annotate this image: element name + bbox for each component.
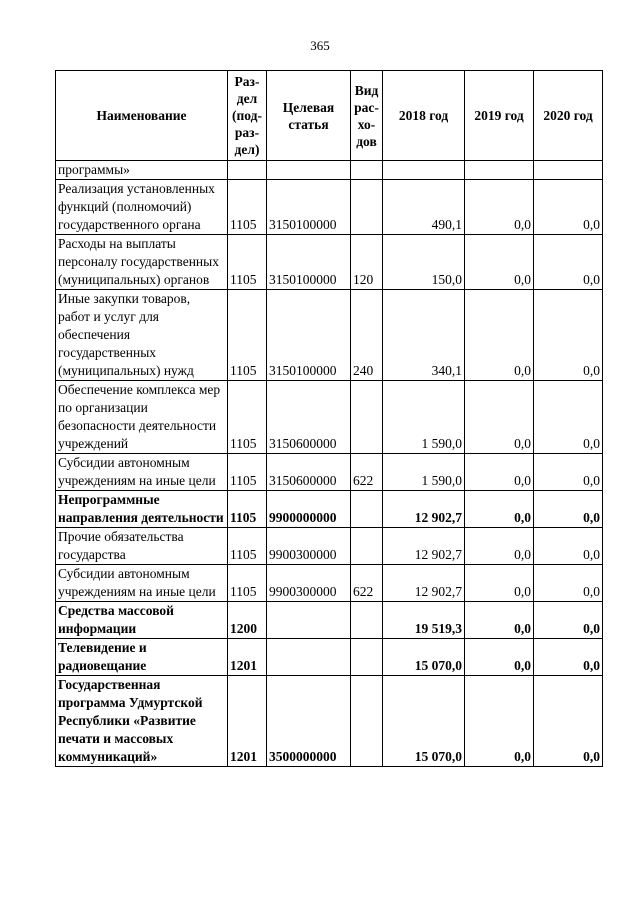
cell-celevaya: 9900300000 — [267, 565, 351, 602]
table-row — [56, 381, 603, 454]
cell-razdel: 1105 — [228, 528, 267, 565]
cell-y2018: 340,1 — [383, 290, 465, 381]
cell-vid — [351, 491, 383, 528]
cell-celevaya — [267, 639, 351, 676]
cell-y2019: 0,0 — [465, 180, 534, 235]
cell-y2019: 0,0 — [465, 639, 534, 676]
cell-vid: 240 — [351, 290, 383, 381]
cell-name: Прочие обязательства государства — [56, 528, 228, 565]
cell-razdel: 1105 — [228, 454, 267, 491]
cell-y2018: 15 070,0 — [383, 639, 465, 676]
cell-y2018: 490,1 — [383, 180, 465, 235]
header-2018: 2018 год — [383, 71, 465, 161]
cell-name: Обеспечение комплекса мер по организации безопасности деятельности учреждений — [56, 381, 228, 454]
cell-celevaya — [267, 161, 351, 180]
cell-y2020: 0,0 — [534, 528, 603, 565]
cell-celevaya: 3150100000 — [267, 235, 351, 290]
cell-name: Субсидии автономным учреждениям на иные цели — [56, 454, 228, 491]
header-razdel: Раз- дел (под- раз- дел) — [228, 71, 267, 161]
cell-razdel: 1105 — [228, 381, 267, 454]
cell-y2019: 0,0 — [465, 381, 534, 454]
cell-vid: 120 — [351, 235, 383, 290]
cell-y2019: 0,0 — [465, 676, 534, 767]
cell-y2020: 0,0 — [534, 235, 603, 290]
cell-y2018: 150,0 — [383, 235, 465, 290]
table-row — [56, 602, 603, 639]
cell-y2020: 0,0 — [534, 454, 603, 491]
cell-razdel: 1105 — [228, 235, 267, 290]
table-row — [56, 528, 603, 565]
cell-razdel: 1105 — [228, 180, 267, 235]
cell-celevaya: 3150600000 — [267, 381, 351, 454]
cell-celevaya — [267, 602, 351, 639]
cell-y2020: 0,0 — [534, 180, 603, 235]
cell-name: Реализация установленных функций (полномочий) государственного органа — [56, 180, 228, 235]
cell-y2019 — [465, 161, 534, 180]
cell-vid — [351, 381, 383, 454]
table-row — [56, 180, 603, 235]
cell-name: Непрограммные направления деятельности — [56, 491, 228, 528]
cell-y2020: 0,0 — [534, 290, 603, 381]
cell-y2020: 0,0 — [534, 381, 603, 454]
cell-y2018: 12 902,7 — [383, 491, 465, 528]
cell-razdel: 1105 — [228, 565, 267, 602]
table-body — [56, 161, 603, 767]
cell-y2019: 0,0 — [465, 491, 534, 528]
cell-razdel — [228, 161, 267, 180]
cell-vid — [351, 602, 383, 639]
cell-name: Субсидии автономным учреждениям на иные цели — [56, 565, 228, 602]
cell-name: Телевидение и радиовещание — [56, 639, 228, 676]
cell-name: Иные закупки товаров, работ и услуг для обеспечения государственных (муниципальных) нужд — [56, 290, 228, 381]
cell-name: Расходы на выплаты персоналу государственных (муниципальных) органов — [56, 235, 228, 290]
header-vid: Вид рас- хо- дов — [351, 71, 383, 161]
cell-y2019: 0,0 — [465, 565, 534, 602]
cell-vid: 622 — [351, 565, 383, 602]
cell-y2019: 0,0 — [465, 602, 534, 639]
table-row — [56, 161, 603, 180]
header-name: Наименование — [56, 71, 228, 161]
cell-y2020: 0,0 — [534, 602, 603, 639]
cell-y2019: 0,0 — [465, 528, 534, 565]
cell-celevaya: 9900000000 — [267, 491, 351, 528]
cell-razdel: 1105 — [228, 491, 267, 528]
cell-name: программы» — [56, 161, 228, 180]
cell-y2019: 0,0 — [465, 290, 534, 381]
cell-vid — [351, 676, 383, 767]
cell-celevaya: 3500000000 — [267, 676, 351, 767]
budget-table — [55, 70, 603, 767]
cell-vid — [351, 180, 383, 235]
cell-vid: 622 — [351, 454, 383, 491]
cell-y2018 — [383, 161, 465, 180]
cell-razdel: 1201 — [228, 639, 267, 676]
cell-vid — [351, 161, 383, 180]
cell-celevaya: 3150100000 — [267, 180, 351, 235]
table-row — [56, 235, 603, 290]
cell-y2019: 0,0 — [465, 235, 534, 290]
cell-celevaya: 3150100000 — [267, 290, 351, 381]
cell-y2020 — [534, 161, 603, 180]
table-row — [56, 676, 603, 767]
cell-y2020: 0,0 — [534, 565, 603, 602]
table-row — [56, 639, 603, 676]
cell-y2018: 15 070,0 — [383, 676, 465, 767]
cell-celevaya: 9900300000 — [267, 528, 351, 565]
table-row — [56, 491, 603, 528]
table-header-row — [56, 71, 603, 161]
header-2019: 2019 год — [465, 71, 534, 161]
cell-vid — [351, 528, 383, 565]
page-number: 365 — [310, 38, 330, 53]
cell-razdel: 1200 — [228, 602, 267, 639]
cell-y2018: 12 902,7 — [383, 528, 465, 565]
cell-y2020: 0,0 — [534, 676, 603, 767]
cell-y2018: 12 902,7 — [383, 565, 465, 602]
header-2020: 2020 год — [534, 71, 603, 161]
cell-name: Государственная программа Удмуртской Республики «Развитие печати и массовых коммуникаций» — [56, 676, 228, 767]
cell-y2020: 0,0 — [534, 639, 603, 676]
cell-celevaya: 3150600000 — [267, 454, 351, 491]
cell-y2018: 1 590,0 — [383, 381, 465, 454]
cell-y2018: 19 519,3 — [383, 602, 465, 639]
table-row — [56, 290, 603, 381]
cell-y2019: 0,0 — [465, 454, 534, 491]
table-row — [56, 565, 603, 602]
cell-razdel: 1105 — [228, 290, 267, 381]
header-celevaya: Целевая статья — [267, 71, 351, 161]
cell-y2020: 0,0 — [534, 491, 603, 528]
cell-razdel: 1201 — [228, 676, 267, 767]
cell-vid — [351, 639, 383, 676]
cell-y2018: 1 590,0 — [383, 454, 465, 491]
table-row — [56, 454, 603, 491]
cell-name: Средства массовой информации — [56, 602, 228, 639]
